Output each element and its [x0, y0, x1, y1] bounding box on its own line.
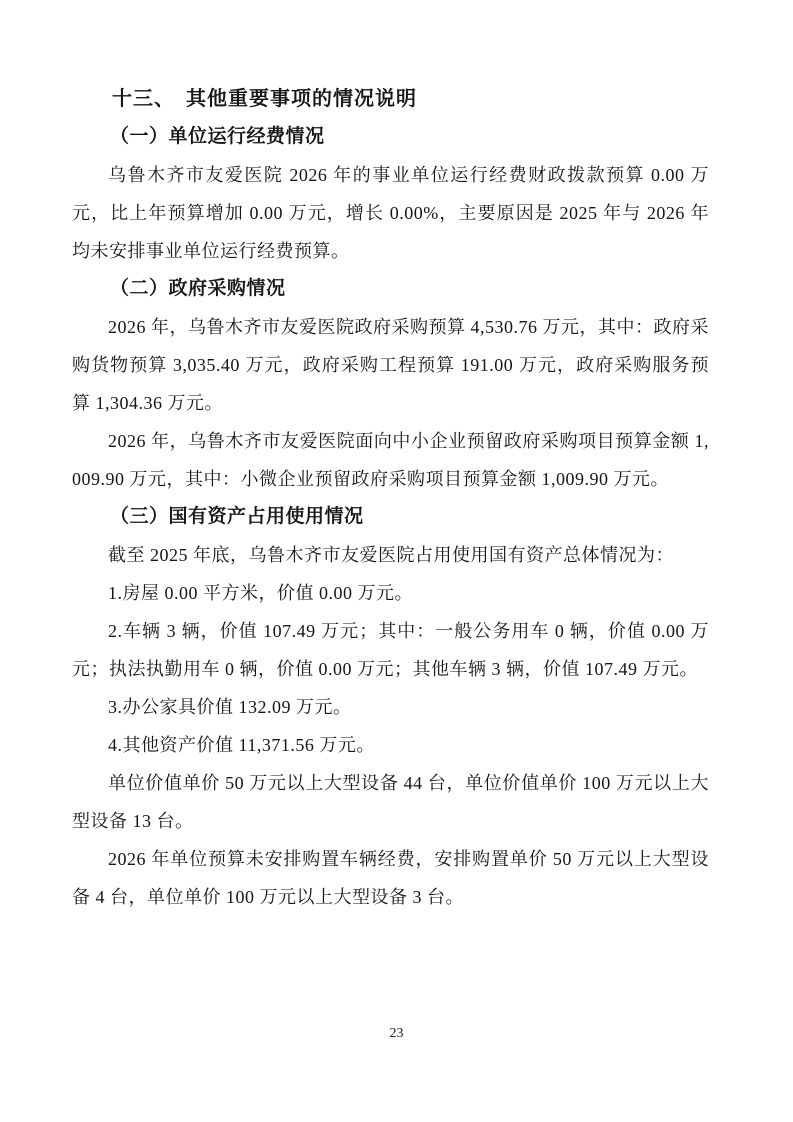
- section-heading-government-procurement: （二）政府采购情况: [110, 278, 286, 299]
- paragraph-procurement-sme-reserved: 2026 年，乌鲁木齐市友爱医院面向中小企业预留政府采购项目预算金额 1,009.90 万元，其中：小微企业预留政府采购项目预算金额 1,009.90 万元。: [72, 431, 709, 489]
- document-body: [72, 80, 709, 916]
- paragraph-large-equipment-counts: 单位价值单价 50 万元以上大型设备 44 台，单位价值单价 100 万元以上大型设备 13 台。: [72, 773, 709, 831]
- section-heading-unit-operating-expenses: （一）单位运行经费情况: [110, 126, 325, 147]
- paragraph-unit-operating-expenses: 乌鲁木齐市友爱医院 2026 年的事业单位运行经费财政拨款预算 0.00 万元，比上年预算增加 0.00 万元，增长 0.00%，主要原因是 2025 年与 2026 年均未安排事业单位运行经费预算。: [72, 165, 709, 261]
- paragraph-assets-overview: 截至 2025 年底，乌鲁木齐市友爱医院占用使用国有资产总体情况为：: [108, 545, 674, 565]
- paragraph-assets-housing: 1.房屋 0.00 平方米，价值 0.00 万元。: [108, 583, 413, 603]
- section-heading-state-owned-assets: （三）国有资产占用使用情况: [110, 506, 364, 527]
- page-footer: [0, 1024, 793, 1042]
- paragraph-procurement-budget: 2026 年，乌鲁木齐市友爱医院政府采购预算 4,530.76 万元，其中：政府采购货物预算 3,035.40 万元，政府采购工程预算 191.00 万元，政府采购服务预算 1,304.36 万元。: [72, 317, 709, 413]
- paragraph-2026-purchase-plan: 2026 年单位预算未安排购置车辆经费，安排购置单价 50 万元以上大型设备 4 台，单位单价 100 万元以上大型设备 3 台。: [72, 849, 709, 907]
- paragraph-assets-vehicles: 2.车辆 3 辆，价值 107.49 万元；其中：一般公务用车 0 辆，价值 0.00 万元；执法执勤用车 0 辆，价值 0.00 万元；其他车辆 3 辆，价值 107.49 万元。: [72, 621, 709, 679]
- page-number: 23: [389, 1026, 404, 1041]
- paragraph-assets-office-furniture: 3.办公家具价值 132.09 万元。: [108, 697, 352, 717]
- paragraph-assets-other: 4.其他资产价值 11,371.56 万元。: [108, 735, 375, 755]
- page-title: 十三、 其他重要事项的情况说明: [112, 88, 417, 110]
